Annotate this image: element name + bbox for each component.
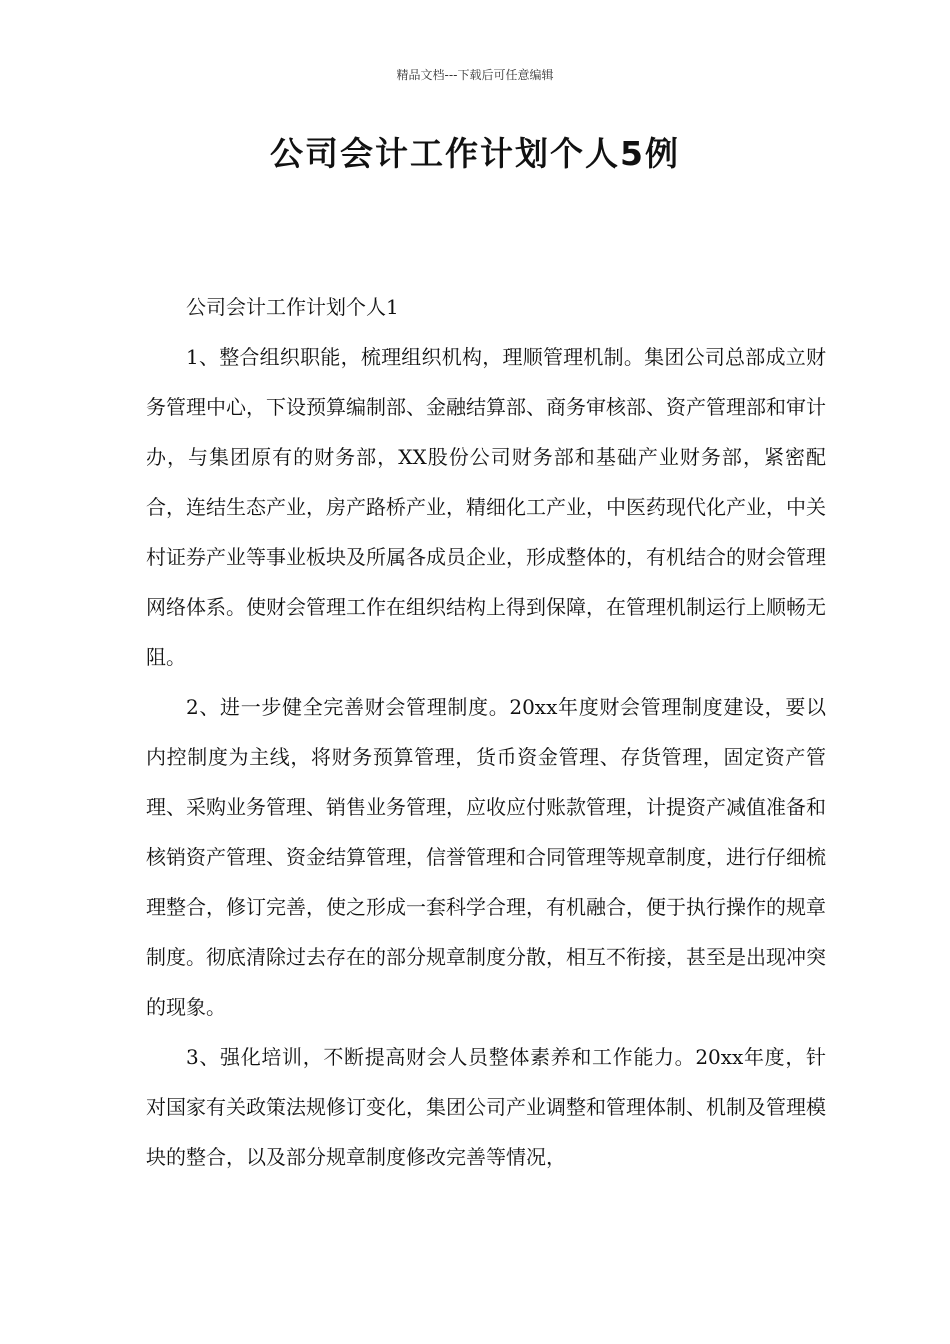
section-heading: 公司会计工作计划个人1: [186, 295, 399, 319]
document-body: [146, 282, 826, 1182]
paragraph-2: 2、进一步健全完善财会管理制度。20xx年度财会管理制度建设，要以内控制度为主线，将财务预算管理，货币资金管理、存货管理，固定资产管理、采购业务管理、销售业务管理，应收应付账款管理，计提资产减值准备和核销资产管理、资金结算管理，信誉管理和合同管理等规章制度，进行仔细梳理整合，修订完善，使之形成一套科学合理，有机融合，便于执行操作的规章制度。彻底清除过去存在的部分规章制度分散，相互不衔接，甚至是出现冲突的现象。: [146, 695, 826, 1019]
paragraph-1: 1、整合组织职能，梳理组织机构，理顺管理机制。集团公司总部成立财务管理中心，下设预算编制部、金融结算部、商务审核部、资产管理部和审计办，与集团原有的财务部，XX股份公司财务部和基础产业财务部，紧密配合，连结生态产业，房产路桥产业，精细化工产业，中医药现代化产业，中关村证券产业等事业板块及所属各成员企业，形成整体的，有机结合的财会管理网络体系。使财会管理工作在组织结构上得到保障，在管理机制运行上顺畅无阻。: [146, 345, 826, 669]
paragraph-3: 3、强化培训，不断提高财会人员整体素养和工作能力。20xx年度，针对国家有关政策法规修订变化，集团公司产业调整和管理体制、机制及管理模块的整合，以及部分规章制度修改完善等情况，: [146, 1045, 826, 1169]
header-note: 精品文档---下载后可任意编辑: [396, 68, 554, 82]
document-title: 公司会计工作计划个人5例: [270, 134, 680, 173]
